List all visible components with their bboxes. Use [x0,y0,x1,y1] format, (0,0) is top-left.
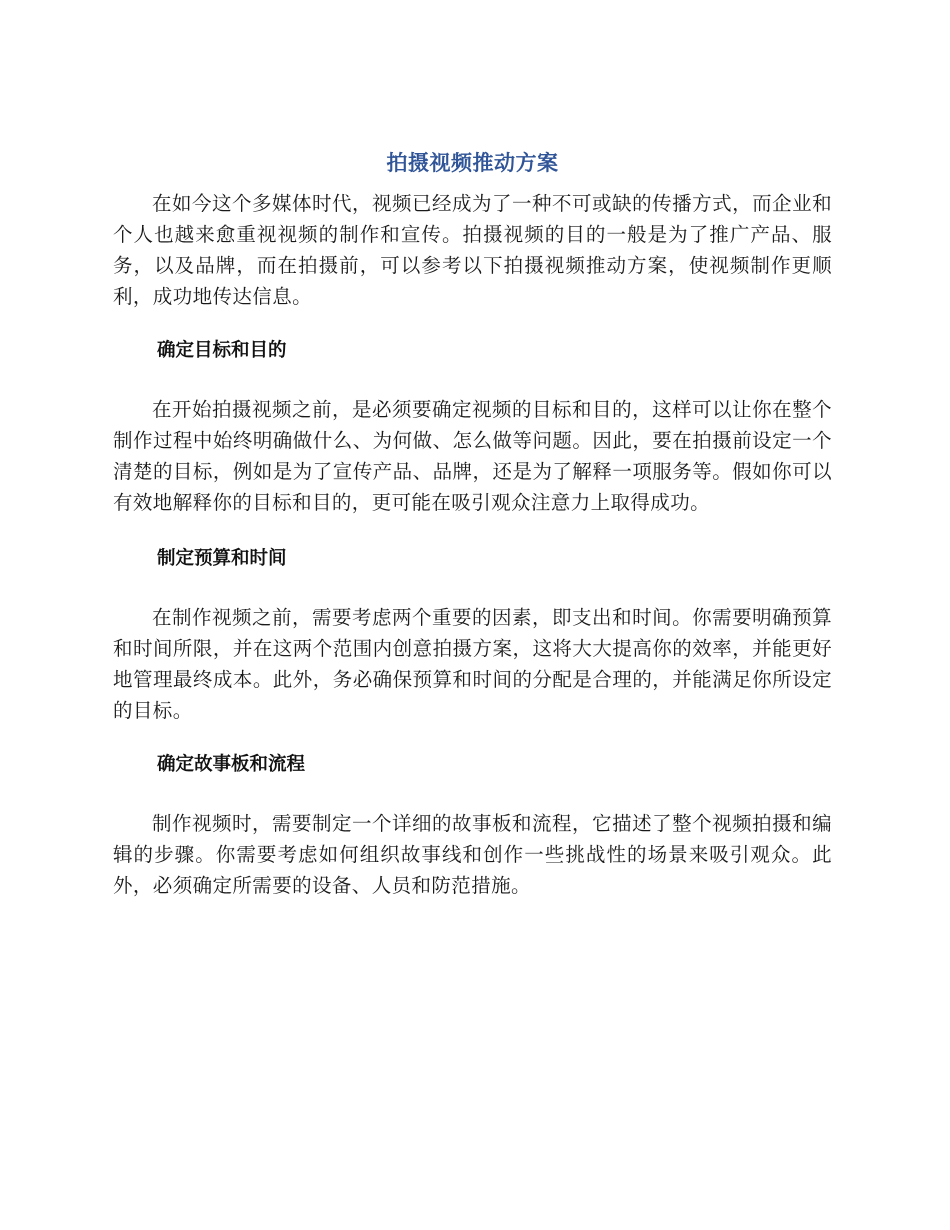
document-page [113,146,832,901]
section-body-storyboard: 制作视频时，需要制定一个详细的故事板和流程，它描述了整个视频拍摄和编辑的步骤。你需要考虑如何组织故事线和创作一些挑战性的场景来吸引观众。此外，必须确定所需要的设备、人员和防范措施。 [113,812,832,897]
section-body-budget: 在制作视频之前，需要考虑两个重要的因素，即支出和时间。你需要明确预算和时间所限，并在这两个范围内创意拍摄方案，这将大大提高你的效率，并能更好地管理最终成本。此外，务必确保预算和时间的分配是合理的，并能满足你所设定的目标。 [113,606,832,722]
section-heading-budget: 制定预算和时间 [157,548,287,569]
intro-paragraph: 在如今这个多媒体时代，视频已经成为了一种不可或缺的传播方式，而企业和个人也越来愈重视视频的制作和宣传。拍摄视频的目的一般是为了推广产品、服务，以及品牌，而在拍摄前，可以参考以下拍摄视频推动方案，使视频制作更顺利，成功地传达信息。 [113,192,832,308]
document-title: 拍摄视频推动方案 [386,151,559,175]
section-body-goals: 在开始拍摄视频之前，是必须要确定视频的目标和目的，这样可以让你在整个制作过程中始终明确做什么、为何做、怎么做等问题。因此，要在拍摄前设定一个清楚的目标，例如是为了宣传产品、品牌，还是为了解释一项服务等。假如你可以有效地解释你的目标和目的，更可能在吸引观众注意力上取得成功。 [113,398,832,514]
section-heading-goals: 确定目标和目的 [157,340,287,361]
section-heading-storyboard: 确定故事板和流程 [157,754,306,775]
